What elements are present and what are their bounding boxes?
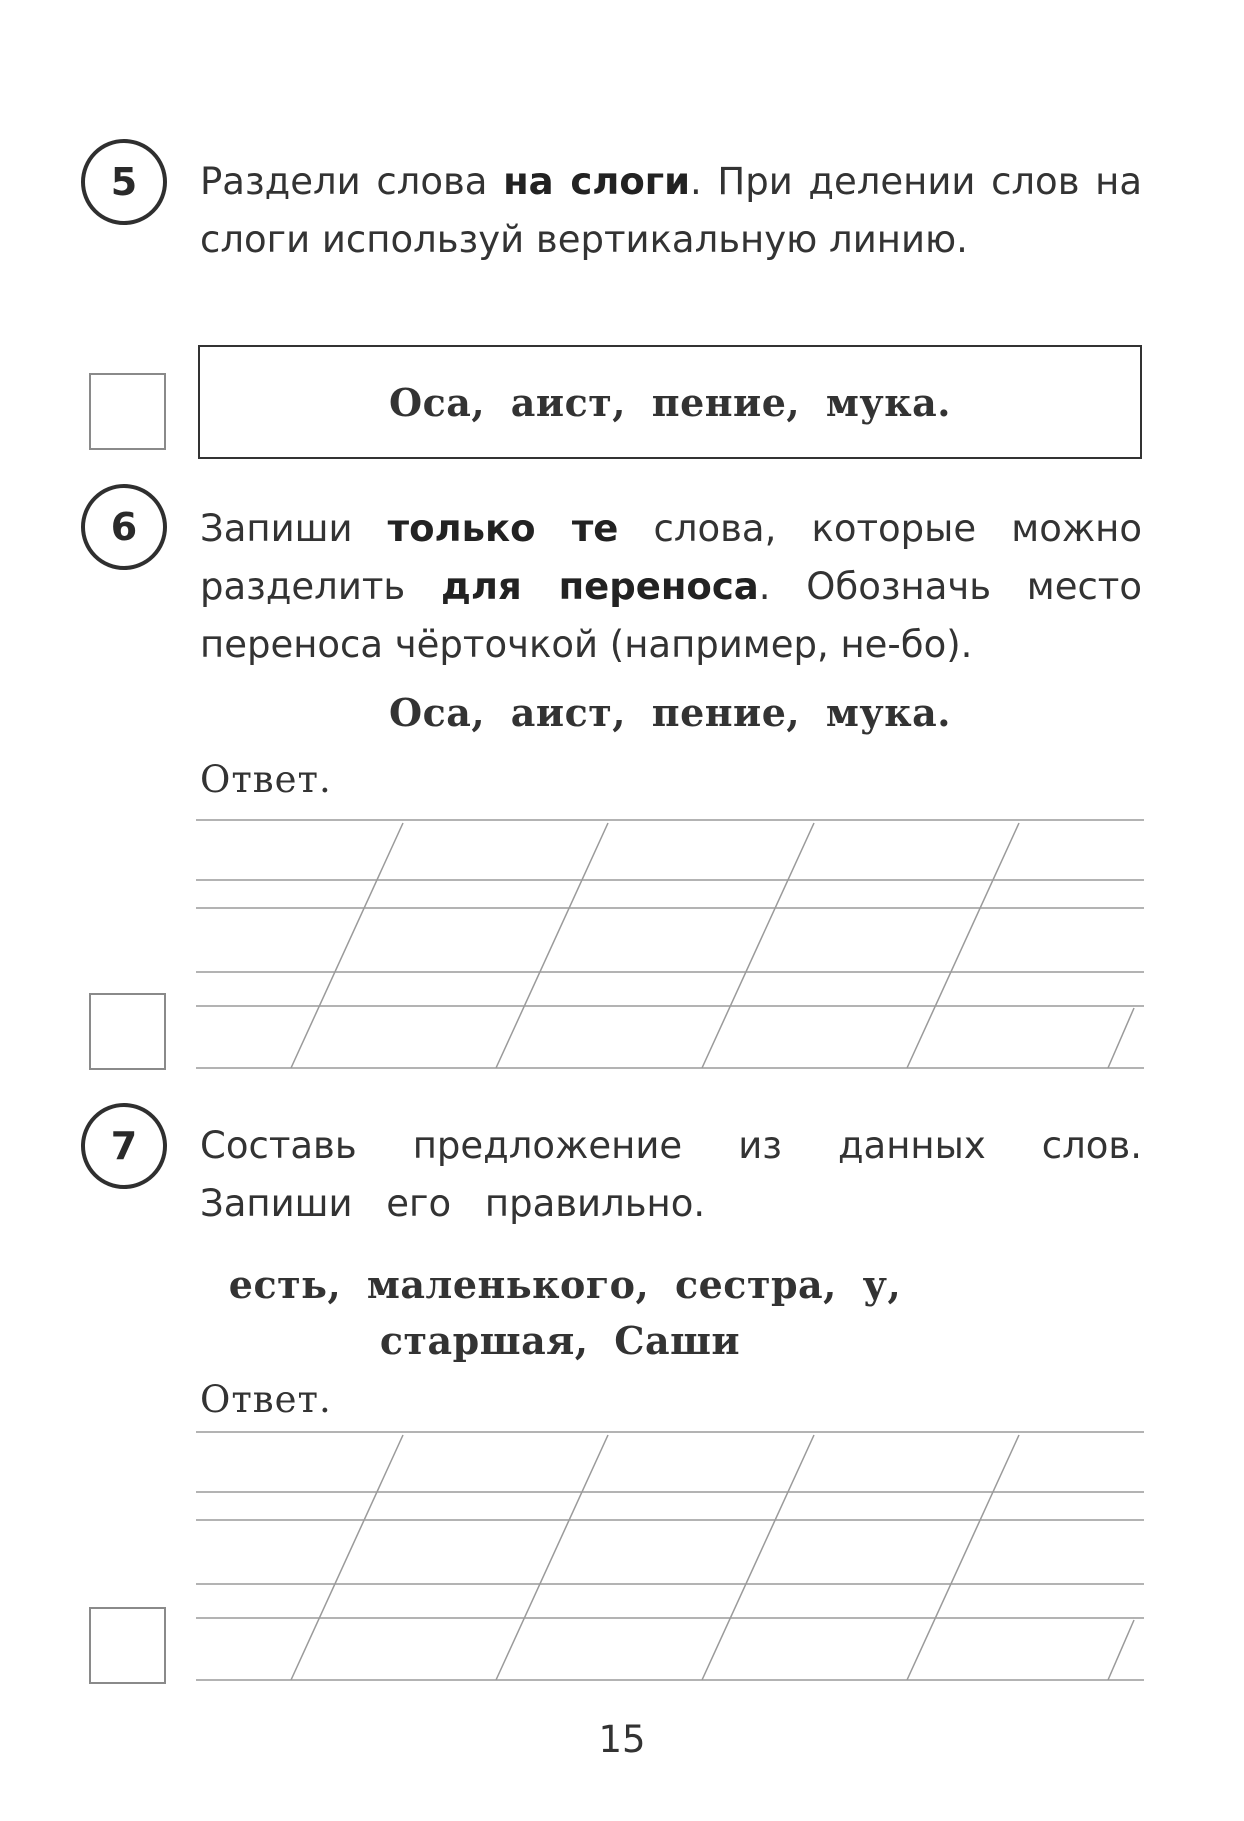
task-7-text-1: Составь предложение из данных слов. Запиши его правильно. bbox=[200, 1124, 1142, 1225]
task-7-score-box[interactable] bbox=[89, 1607, 166, 1684]
task-7-writing-lines[interactable] bbox=[196, 1430, 1144, 1685]
task-5-words: Оса, аист, пение, мука. bbox=[388, 379, 952, 425]
task-6-instruction bbox=[200, 500, 1142, 674]
task-5-instruction bbox=[200, 153, 1142, 269]
task-5-number: 5 bbox=[81, 139, 167, 225]
task-5-score-box[interactable] bbox=[89, 373, 166, 450]
task-6-bold-1: только те bbox=[387, 507, 619, 550]
task-5-text-1: Раздели слова bbox=[200, 160, 504, 203]
page-number: 15 bbox=[598, 1718, 646, 1761]
task-7-words-line-1: есть, маленького, сестра, у, bbox=[228, 1262, 902, 1307]
task-6-number: 6 bbox=[81, 484, 167, 570]
task-7-number: 7 bbox=[81, 1103, 167, 1189]
task-6-text-3: . Обозначь место переноса чёрточкой (например, не-бо). bbox=[200, 565, 1142, 666]
task-5-text-2: . При делении слов на слоги используй вертикальную линию. bbox=[200, 160, 1142, 261]
task-6-writing-lines[interactable] bbox=[196, 818, 1144, 1073]
task-5-bold-1: на слоги bbox=[503, 160, 691, 203]
task-6-score-box[interactable] bbox=[89, 993, 166, 1070]
task-5-words-frame bbox=[198, 345, 1142, 459]
task-6-bold-2: для переноса bbox=[441, 565, 759, 608]
task-7-answer-label: Ответ. bbox=[200, 1378, 332, 1421]
task-7-words-line-2: старшая, Саши bbox=[379, 1318, 741, 1363]
task-6-text-2: слова, которые можно разделить bbox=[200, 507, 1142, 608]
task-6-answer-label: Ответ. bbox=[200, 758, 332, 801]
task-6-words: Оса, аист, пение, мука. bbox=[388, 690, 952, 735]
task-7-instruction bbox=[200, 1117, 1142, 1233]
task-6-text-1: Запиши bbox=[200, 507, 388, 550]
